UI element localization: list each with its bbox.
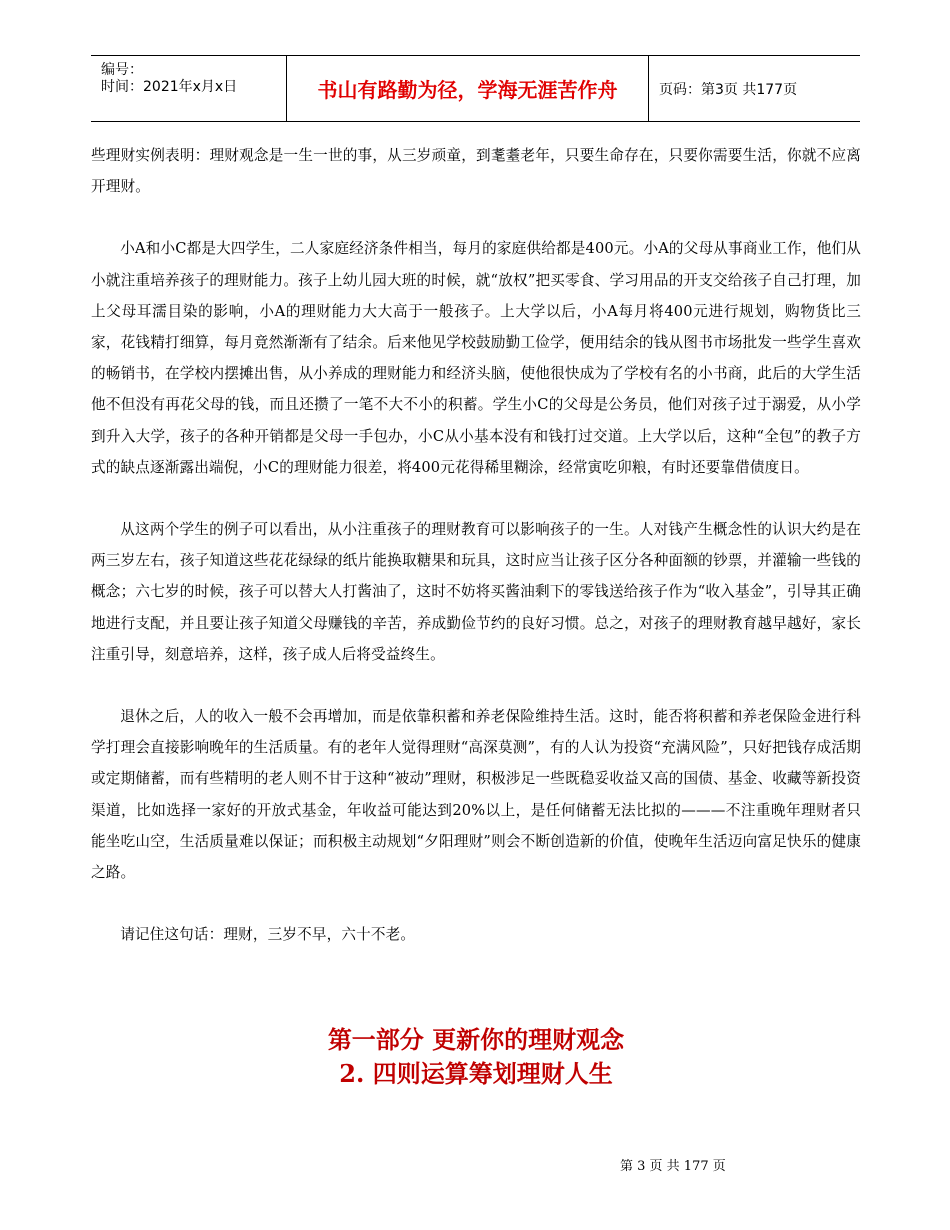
section-heading (91, 1023, 861, 1091)
footer-page-number: 第 3 页 共 177 页 (620, 1159, 726, 1174)
header-motto: 书山有路勤为径，学海无涯苦作舟 (287, 56, 649, 121)
paragraph-4: 退休之后，人的收入一般不会再增加，而是依靠积蓄和养老保险维持生活。这时，能否将积蓄和养老保险金进行科学打理会直接影响晚年的生活质量。有的老年人觉得理财“高深莫测”，有的人认为投资“充满风险”，只好把钱存成活期或定期储蓄，而有些精明的老人则不甘于这种“被动”理财，积极涉足一些既稳妥收益又高的国债、基金、收藏等新投资渠道，比如选择一家好的开放式基金，年收益可能达到20%以上，是任何储蓄无法比拟的———不注重晚年理财者只能坐吃山空，生活质量难以保证；而积极主动规划“夕阳理财”则会不断创造新的价值，使晚年生活迈向富足快乐的健康之路。 (91, 708, 861, 882)
paragraph-5: 请记住这句话：理财，三岁不早，六十不老。 (120, 926, 416, 944)
date-label: 时间：2021年x月x日 (101, 79, 238, 95)
page-header (91, 55, 860, 122)
serial-number-label: 编号： (101, 62, 143, 78)
header-page-info: 页码：第3页 共177页 (659, 81, 798, 98)
paragraph-3: 从这两个学生的例子可以看出，从小注重孩子的理财教育可以影响孩子的一生。人对钱产生概念性的认识大约是在两三岁左右，孩子知道这些花花绿绿的纸片能换取糖果和玩具，这时应当让孩子区分各种面额的钞票，并灌输一些钱的概念；六七岁的时候，孩子可以替大人打酱油了，这时不妨将买酱油剩下的零钱送给孩子作为“收入基金”，引导其正确地进行支配，并且要让孩子知道父母赚钱的辛苦，养成勤俭节约的良好习惯。总之，对孩子的理财教育越早越好，家长注重引导，刻意培养，这样，孩子成人后将受益终生。 (91, 521, 861, 663)
paragraph-1: 些理财实例表明：理财观念是一生一世的事，从三岁顽童，到耄耋老年，只要生命存在，只要你需要生活，你就不应离开理财。 (91, 147, 861, 196)
paragraph-2: 小A和小C都是大四学生，二人家庭经济条件相当，每月的家庭供给都是400元。小A的父母从事商业工作，他们从小就注重培养孩子的理财能力。孩子上幼儿园大班的时候，就“放权”把买零食、学习用品的开支交给孩子自己打理，加上父母耳濡目染的影响，小A的理财能力大大高于一般孩子。上大学以后，小A每月将400元进行规划，购物货比三家，花钱精打细算，每月竟然渐渐有了结余。后来他见学校鼓励勤工俭学，便用结余的钱从图书市场批发一些学生喜欢的畅销书，在学校内摆摊出售，从小养成的理财能力和经济头脑，使他很快成为了学校有名的小书商，此后的大学生活他不但没有再花父母的钱，而且还攒了一笔不大不小的积蓄。学生小C的父母是公务员，他们对孩子过于溺爱，从小学到升入大学，孩子的各种开销都是父母一手包办，小C从小基本没有和钱打过交道。上大学以后，这种“全包”的教子方式的缺点逐渐露出端倪，小C的理财能力很差，将400元花得稀里糊涂，经常寅吃卯粮，有时还要靠借债度日。 (91, 240, 861, 476)
section-heading-chapter: 2. 四则运算筹划理财人生 (339, 1059, 613, 1088)
header-meta (91, 56, 287, 121)
section-heading-part: 第一部分 更新你的理财观念 (327, 1025, 625, 1054)
document-body (91, 140, 861, 950)
